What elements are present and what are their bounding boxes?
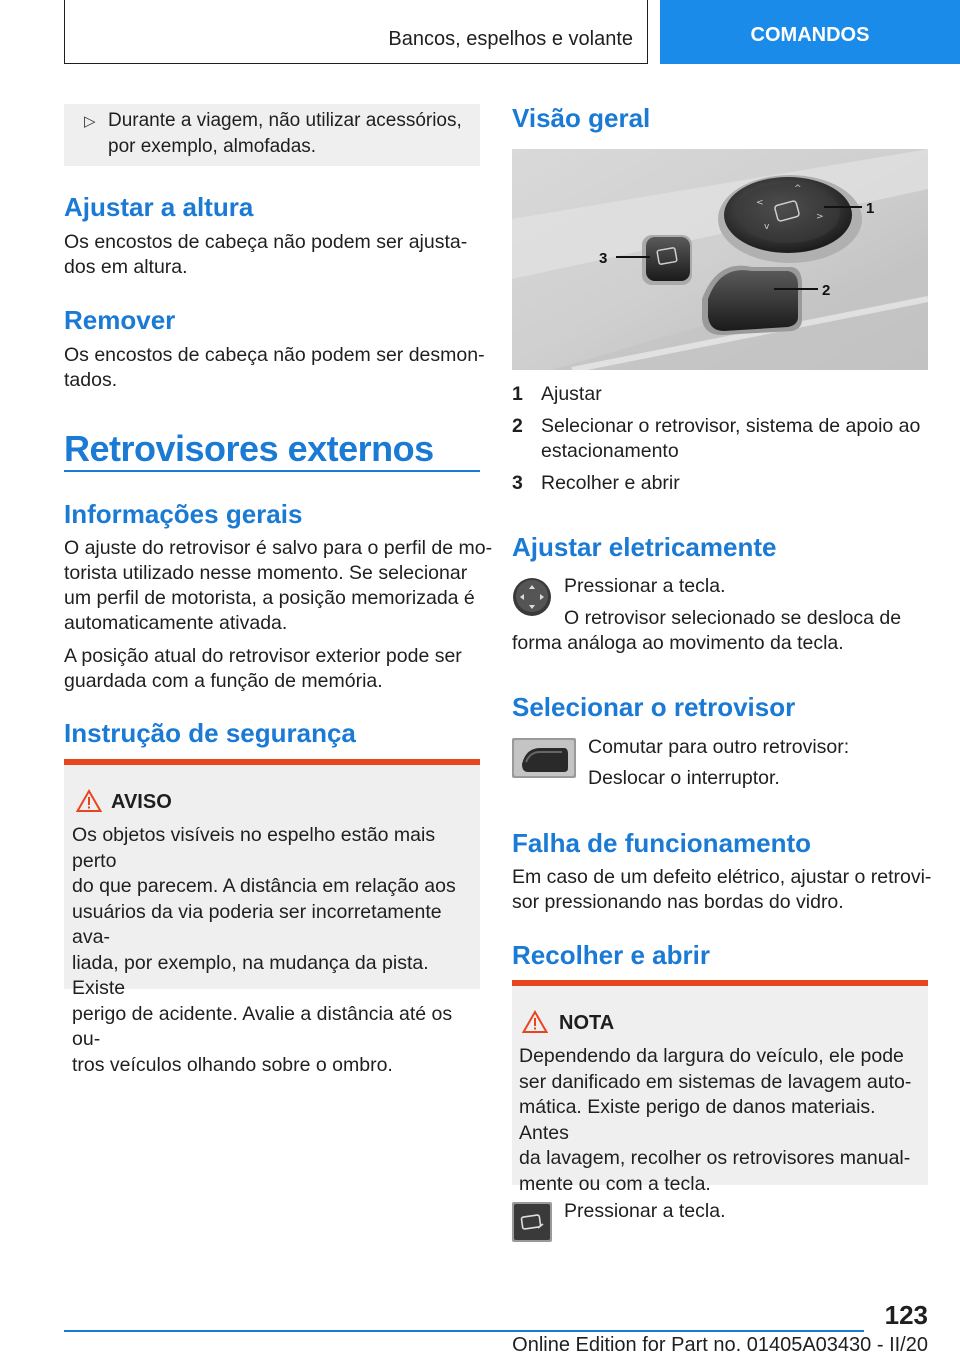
svg-text:<: <	[756, 198, 764, 208]
note-box	[512, 980, 928, 1195]
running-header	[64, 0, 648, 64]
paragraph-informacoes: O ajuste do retrovisor é salvo para o perfil de mo- torista utilizado nesse momento. Se selecionar um perfil de motorista, a posição memorizada é automaticamente ativada.	[64, 537, 493, 634]
note-label: NOTA	[559, 1012, 615, 1034]
warning-box	[64, 759, 480, 1076]
heading-instrucao-seguranca: Instrução de segurança	[64, 718, 356, 748]
heading-recolher-abrir: Recolher e abrir	[512, 940, 710, 970]
callout-2: 2	[822, 282, 831, 299]
heading-ajustar-eletricamente: Ajustar eletricamente	[512, 532, 777, 562]
section-rule	[64, 470, 480, 472]
paragraph-selecionar-2: Deslocar o interruptor.	[588, 767, 780, 789]
header-section-title: Bancos, espelhos e volante	[388, 28, 633, 50]
fold-mirror-button-icon	[512, 1202, 552, 1242]
mirror-adjust-button-icon	[512, 577, 552, 617]
svg-text:>: >	[816, 212, 824, 222]
heading-ajustar-altura: Ajustar a altura	[64, 192, 254, 222]
footer-rule	[64, 1330, 864, 1332]
warning-label: AVISO	[111, 791, 172, 813]
heading-selecionar-retrovisor: Selecionar o retrovisor	[512, 692, 796, 722]
tip-box	[64, 104, 480, 166]
warning-triangle-icon	[76, 789, 102, 813]
paragraph-falha: Em caso de um defeito elétrico, ajustar o retrovi- sor pressionando nas bordas do vidro.	[512, 866, 932, 913]
callout-3: 3	[599, 250, 608, 267]
heading-informacoes-gerais: Informações gerais	[64, 499, 303, 529]
mirror-controls-photo	[512, 149, 928, 370]
heading-remover: Remover	[64, 305, 176, 335]
paragraph-remover: Os encostos de cabeça não podem ser desmon- tados.	[64, 344, 485, 391]
heading-visao-geral: Visão geral	[512, 103, 651, 133]
tip-text: Durante a viagem, não utilizar acessórios, por exemplo, almofadas.	[108, 110, 462, 157]
page-number: 123	[884, 1300, 928, 1330]
heading-falha-funcionamento: Falha de funcionamento	[512, 828, 812, 858]
warning-text: Os objetos visíveis no espelho estão mais perto do que parecem. A distância em relação aos usuários da via poderia ser incorretamente ava- liada, por exemplo, na mudança da pista. Existe perigo de acidente. Avalie a distância até os ou- tros veículos olhando sobre o ombro.	[72, 824, 456, 1076]
callout-1: 1	[866, 200, 875, 217]
paragraph-selecionar-1: Comutar para outro retrovisor:	[588, 736, 850, 758]
note-text: Dependendo da largura do veículo, ele pode ser danificado em sistemas de lavagem auto- mática. Existe perigo de danos materiais. Antes da lavagem, recolher os retrovisores manual- mente ou com a tecla.	[519, 1045, 912, 1195]
legend-item: 2 Selecionar o retrovisor, sistema de apoio ao estacionamento	[512, 415, 921, 462]
paragraph-memoria: A posição atual do retrovisor exterior pode ser guardada com a função de memória.	[64, 645, 462, 692]
svg-text:v: v	[764, 222, 770, 232]
mirror-selector-switch-icon	[512, 738, 576, 778]
legend-item: 1 Ajustar	[512, 383, 602, 405]
triangle-right-icon: ▷	[84, 113, 96, 130]
paragraph-eletrico-1: Pressionar a tecla.	[564, 575, 726, 597]
legend-item: 3 Recolher e abrir	[512, 472, 680, 494]
paragraph-eletrico-3: forma análoga ao movimento da tecla.	[512, 632, 844, 654]
svg-text:^: ^	[794, 184, 802, 194]
paragraph-eletrico-2: O retrovisor selecionado se desloca de	[564, 607, 902, 629]
paragraph-ajustar-altura: Os encostos de cabeça não podem ser ajusta- dos em altura.	[64, 231, 468, 278]
heading-retrovisores-externos: Retrovisores externos	[64, 428, 434, 469]
paragraph-recolher: Pressionar a tecla.	[564, 1200, 726, 1222]
warning-triangle-icon	[522, 1010, 548, 1034]
chapter-tab: COMANDOS	[660, 0, 960, 64]
edition-footer: Online Edition for Part no. 01405A03430 - II/20	[512, 1334, 928, 1356]
